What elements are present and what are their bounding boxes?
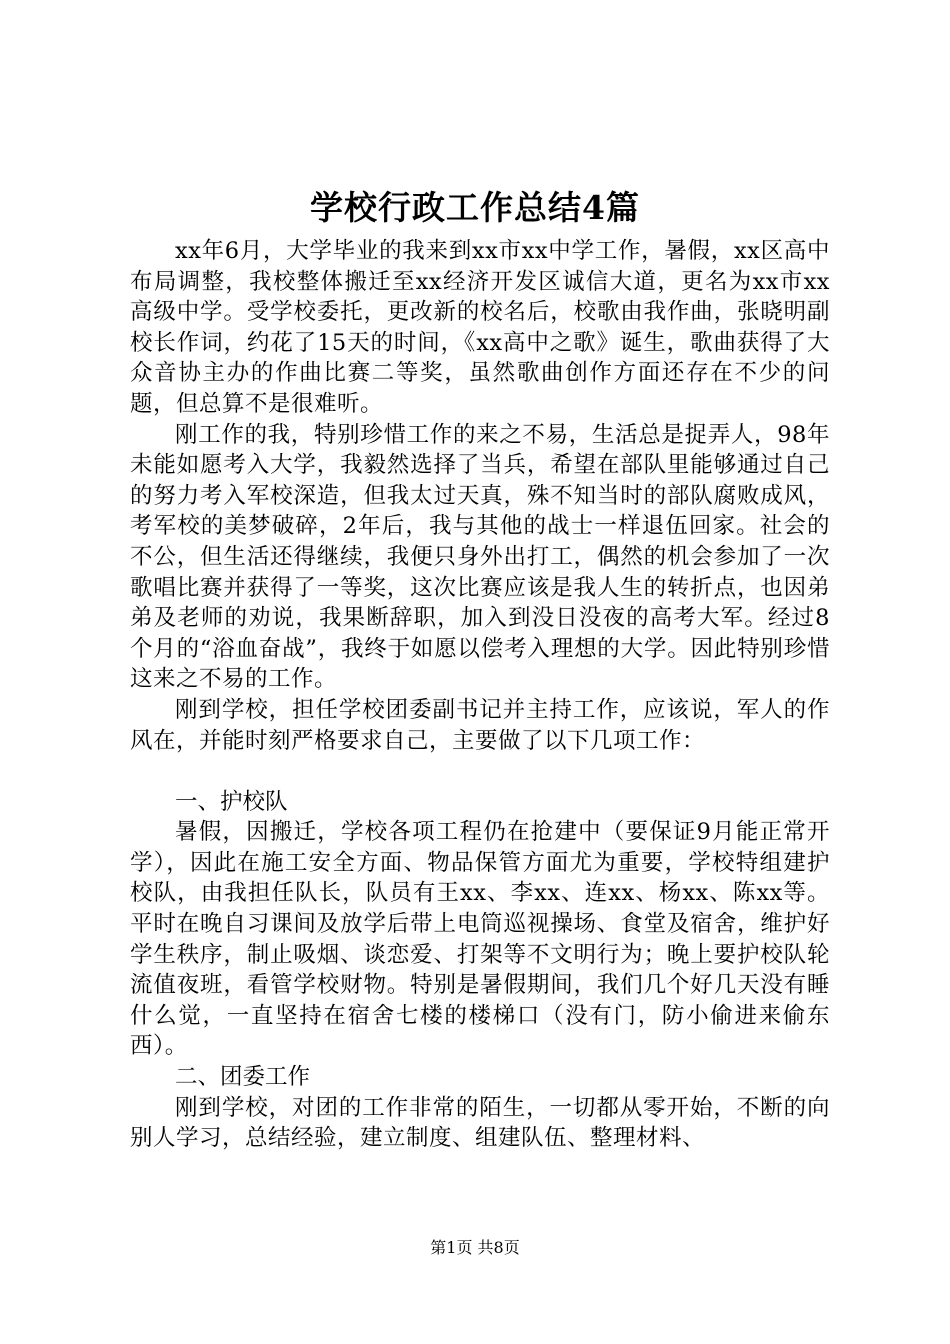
document-body (130, 236, 830, 1154)
paragraph-school-guard: 暑假，因搬迁，学校各项工程仍在抢建中（要保证9月能正常开学），因此在施工安全方面、物品保管方面尤为重要，学校特组建护校队，由我担任队长，队员有王xx、李xx、连xx、杨xx、陈xx等。平时在晚自习课间及放学后带上电筒巡视操场、食堂及宿舍，维护好学生秩序，制止吸烟、谈恋爱、打架等不文明行为；晚上要护校队轮流值夜班，看管学校财物。特别是暑假期间，我们几个好几天没有睡什么觉，一直坚持在宿舍七楼的楼梯口（没有门，防小偷进来偷东西）。 (130, 819, 830, 1060)
paragraph-youth-league: 刚到学校，对团的工作非常的陌生，一切都从零开始，不断的向别人学习，总结经验，建立制度、组建队伍、整理材料、 (130, 1094, 830, 1152)
page-number-footer: 第1页 共8页 (430, 1238, 520, 1257)
paragraph-duties: 刚到学校，担任学校团委副书记并主持工作，应该说，军人的作风在，并能时刻严格要求自己，主要做了以下几项工作： (130, 696, 830, 754)
document-title: 学校行政工作总结4篇 (310, 188, 640, 227)
blank-line (130, 756, 830, 787)
section-heading-youth-league: 二、团委工作 (175, 1064, 311, 1091)
section-heading-school-guard: 一、护校队 (175, 788, 288, 815)
paragraph-intro: xx年6月，大学毕业的我来到xx市xx中学工作，暑假，xx区高中布局调整，我校整体搬迁至xx经济开发区诚信大道，更名为xx市xx高级中学。受学校委托，更改新的校名后，校歌由我作曲，张晓明副校长作词，约花了15天的时间，《xx高中之歌》诞生，歌曲获得了大众音协主办的作曲比赛二等奖，虽然歌曲创作方面还存在不少的问题，但总算不是很难听。 (130, 238, 830, 417)
paragraph-background: 刚工作的我，特别珍惜工作的来之不易，生活总是捉弄人，98年未能如愿考入大学，我毅然选择了当兵，希望在部队里能够通过自己的努力考入军校深造，但我太过天真，殊不知当时的部队腐败成风，考军校的美梦破碎，2年后，我与其他的战士一样退伍回家。社会的不公，但生活还得继续，我便只身外出打工，偶然的机会参加了一次歌唱比赛并获得了一等奖，这次比赛应该是我人生的转折点，也因弟弟及老师的劝说，我果断辞职，加入到没日没夜的高考大军。经过8个月的“浴血奋战”，我终于如愿以偿考入理想的大学。因此特别珍惜这来之不易的工作。 (130, 421, 830, 693)
